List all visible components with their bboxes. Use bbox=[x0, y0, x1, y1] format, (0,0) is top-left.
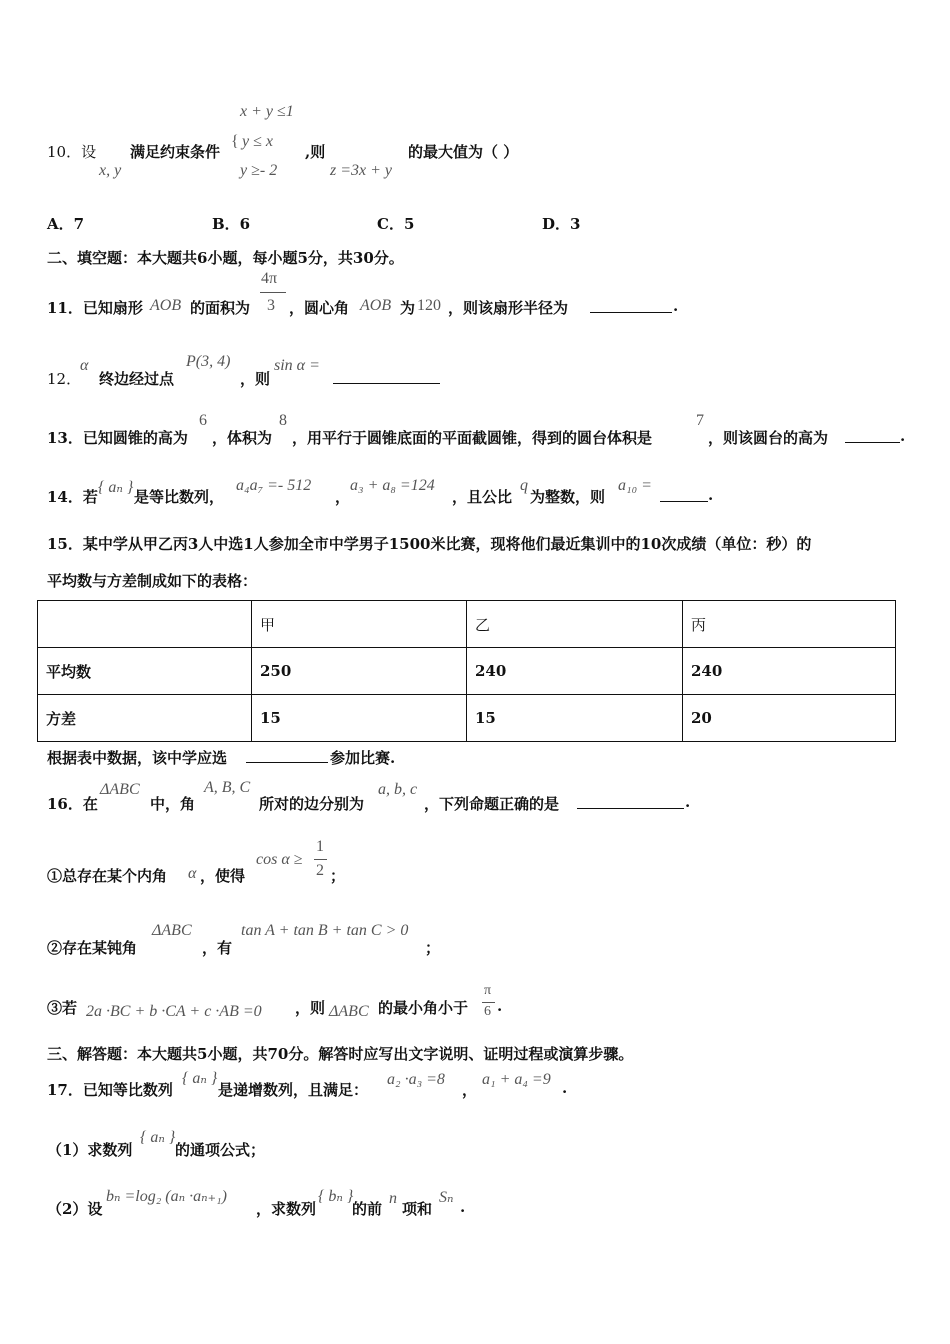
table-cell: 250 bbox=[252, 648, 467, 695]
q14-text-1: 14．若 bbox=[47, 488, 98, 506]
q10-text-3: 的最大值为（ ） bbox=[408, 143, 519, 161]
q11-fraction-bar bbox=[260, 292, 286, 293]
q10-number: 10．设 bbox=[47, 143, 97, 161]
q10-objective: z =3x + y bbox=[330, 162, 393, 179]
q15-answer-blank[interactable] bbox=[246, 748, 328, 763]
q10-constraint-3: y ≥- 2 bbox=[240, 162, 278, 179]
q16-statement-1-alpha: α bbox=[188, 865, 197, 882]
q12-expression: sin α = bbox=[274, 357, 320, 374]
q17-part-2-definition: bₙ =log₂ (aₙ ·aₙ₊₁) bbox=[106, 1188, 227, 1205]
q14-answer-blank[interactable] bbox=[660, 487, 708, 502]
q16-statement-2-triangle: ΔABC bbox=[152, 922, 192, 939]
q14-text-4: 为整数，则 bbox=[530, 488, 606, 506]
q11-aob-1: AOB bbox=[150, 297, 182, 314]
q12-alpha: α bbox=[80, 357, 89, 374]
q16-triangle: ΔABC bbox=[100, 781, 140, 798]
q16-statement-3-triangle: ΔABC bbox=[329, 1003, 369, 1020]
table-header-cell: 甲 bbox=[252, 601, 467, 648]
q10-brace: { bbox=[231, 133, 239, 150]
table-row bbox=[38, 695, 896, 742]
q17-text-1: 17．已知等比数列 bbox=[47, 1081, 173, 1099]
q17-part-2-end: . bbox=[460, 1198, 466, 1216]
q13-text-1: 13．已知圆锥的高为 bbox=[47, 429, 188, 447]
q12-answer-blank[interactable] bbox=[333, 369, 440, 384]
q16-statement-3-end: . bbox=[497, 997, 503, 1015]
q12-number: 12． bbox=[47, 370, 82, 388]
q17-end: . bbox=[562, 1079, 568, 1097]
q16-statement-1-expr: cos α ≥ bbox=[256, 851, 303, 868]
q11-end: . bbox=[673, 297, 679, 315]
q17-part-1-sequence: { aₙ } bbox=[140, 1129, 176, 1146]
q17-part-2-text-2: ，求数列 bbox=[256, 1200, 317, 1218]
q10-option-b: B．6 bbox=[212, 215, 251, 233]
q14-equation-1: a₄a₇ =- 512 bbox=[236, 477, 312, 494]
table-header-row bbox=[38, 601, 896, 648]
table-cell: 240 bbox=[467, 648, 683, 695]
q11-aob-2: AOB bbox=[360, 297, 392, 314]
q17-text-2: 是递增数列，且满足： bbox=[218, 1081, 369, 1099]
q12-text-2: ，则 bbox=[240, 370, 271, 388]
q11-number: 11．已知扇形 bbox=[47, 299, 143, 317]
table-cell: 20 bbox=[683, 695, 896, 742]
q14-text-3: ，且公比 bbox=[452, 488, 513, 506]
q14-equation-2: a₃ + a₈ =124 bbox=[350, 477, 435, 494]
q16-end: . bbox=[685, 793, 691, 811]
q16-statement-3-text: ③若 bbox=[47, 999, 78, 1017]
q15-after-1: 根据表中数据，该中学应选 bbox=[47, 749, 228, 767]
q13-answer-blank[interactable] bbox=[845, 428, 900, 443]
q16-statement-3-fraction-bar bbox=[482, 1002, 495, 1003]
table-cell: 方差 bbox=[38, 695, 252, 742]
score-table bbox=[37, 600, 896, 742]
q17-part-2-text-3: 的前 bbox=[352, 1200, 383, 1218]
table-header-cell: 乙 bbox=[467, 601, 683, 648]
q16-statement-2-expr: tan A + tan B + tan C > 0 bbox=[241, 922, 409, 939]
q11-answer-blank[interactable] bbox=[590, 298, 672, 313]
q14-sequence: { aₙ } bbox=[98, 479, 134, 496]
q12-point: P(3, 4) bbox=[186, 353, 231, 370]
q16-text-3: 所对的边分别为 bbox=[259, 795, 365, 813]
q10-option-c: C．5 bbox=[377, 215, 415, 233]
q14-ratio: q bbox=[520, 477, 528, 494]
table-cell: 240 bbox=[683, 648, 896, 695]
q13-volume: 8 bbox=[279, 412, 287, 429]
q16-statement-1-text: ①总存在某个内角 bbox=[47, 867, 168, 885]
q10-option-a: A．7 bbox=[47, 215, 85, 233]
q10-variables: x, y bbox=[99, 162, 122, 179]
q11-text-2: ，圆心角 bbox=[289, 299, 350, 317]
q16-statement-3-text-2: ，则 bbox=[295, 999, 326, 1017]
q13-end: . bbox=[900, 427, 906, 445]
q17-part-2-sum: Sₙ bbox=[439, 1189, 454, 1206]
q12-text-1: 终边经过点 bbox=[99, 370, 175, 388]
q14-text-2: 是等比数列， bbox=[134, 488, 225, 506]
q17-part-2-text-4: 项和 bbox=[402, 1200, 433, 1218]
q11-fraction-numerator: 4π bbox=[261, 270, 278, 287]
q13-text-4: ，则该圆台的高为 bbox=[708, 429, 829, 447]
q16-statement-1-text-2: ，使得 bbox=[200, 867, 246, 885]
q16-statement-3-numerator: π bbox=[484, 983, 492, 998]
q14-a10: a₁₀ = bbox=[618, 477, 652, 494]
q13-text-3: ，用平行于圆锥底面的平面截圆锥，得到的圆台体积是 bbox=[292, 429, 653, 447]
q16-statement-1-denominator: 2 bbox=[316, 862, 324, 879]
q16-answer-blank[interactable] bbox=[577, 794, 684, 809]
q11-text-4: ，则该扇形半径为 bbox=[448, 299, 569, 317]
q16-statement-1-end: ； bbox=[330, 867, 346, 885]
q10-constraint-1: x + y ≤1 bbox=[240, 103, 294, 120]
q10-option-d: D．3 bbox=[542, 215, 581, 233]
q16-statement-2-text-2: ，有 bbox=[202, 939, 233, 957]
q17-equation-1: a₂ ·a₃ =8 bbox=[387, 1071, 445, 1088]
q11-text-1: 的面积为 bbox=[190, 299, 251, 317]
table-cell: 15 bbox=[467, 695, 683, 742]
q11-fraction-denominator: 3 bbox=[267, 297, 275, 314]
q10-text-1: 满足约束条件 bbox=[130, 143, 221, 161]
q10-text-2: ,则 bbox=[305, 143, 326, 161]
q14-comma: ， bbox=[335, 488, 351, 506]
section-2-heading: 二、填空题：本大题共6小题，每小题5分，共30分。 bbox=[47, 249, 404, 267]
q11-text-3: 为 bbox=[400, 299, 416, 317]
q14-end: . bbox=[708, 486, 714, 504]
q17-part-1-text-2: 的通项公式； bbox=[175, 1141, 266, 1159]
q16-angles: A, B, C bbox=[204, 779, 251, 796]
table-header-cell bbox=[38, 601, 252, 648]
table-cell: 平均数 bbox=[38, 648, 252, 695]
q13-frustum-volume: 7 bbox=[696, 412, 704, 429]
q13-height: 6 bbox=[199, 412, 207, 429]
q15-after-2: 参加比赛. bbox=[330, 749, 396, 767]
q16-statement-3-expr: 2a ·BC + b ·CA + c ·AB =0 bbox=[86, 1003, 262, 1020]
section-3-heading: 三、解答题：本大题共5小题，共70分。解答时应写出文字说明、证明过程或演算步骤。 bbox=[47, 1045, 634, 1063]
q16-text-2: 中，角 bbox=[150, 795, 196, 813]
q16-statement-2-text: ②存在某钝角 bbox=[47, 939, 138, 957]
q15-line-2: 平均数与方差制成如下的表格： bbox=[47, 572, 258, 590]
q13-text-2: ，体积为 bbox=[212, 429, 273, 447]
table-cell: 15 bbox=[252, 695, 467, 742]
q17-part-1-text: （1）求数列 bbox=[47, 1141, 133, 1159]
table-header-cell: 丙 bbox=[683, 601, 896, 648]
q16-statement-2-end: ； bbox=[425, 939, 441, 957]
q16-statement-1-fraction-bar bbox=[314, 859, 327, 860]
table-row bbox=[38, 648, 896, 695]
q17-part-2-text: （2）设 bbox=[47, 1200, 103, 1218]
q16-text-4: ，下列命题正确的是 bbox=[424, 795, 560, 813]
q16-text-1: 16．在 bbox=[47, 795, 98, 813]
q17-part-2-n: n bbox=[389, 1190, 397, 1207]
q17-comma: ， bbox=[462, 1081, 478, 1099]
q16-statement-1-numerator: 1 bbox=[316, 838, 324, 855]
q11-angle: 120 bbox=[417, 297, 441, 314]
q17-sequence: { aₙ } bbox=[182, 1070, 218, 1087]
q15-line-1: 15．某中学从甲乙丙3人中选1人参加全市中学男子1500米比赛，现将他们最近集训中的10次成绩（单位：秒）的 bbox=[47, 535, 812, 553]
q16-sides: a, b, c bbox=[378, 781, 418, 798]
q17-equation-2: a₁ + a₄ =9 bbox=[482, 1071, 551, 1088]
q10-constraint-2: y ≤ x bbox=[242, 133, 273, 150]
q17-part-2-sequence: { bₙ } bbox=[318, 1188, 354, 1205]
q16-statement-3-denominator: 6 bbox=[484, 1004, 491, 1019]
q16-statement-3-text-3: 的最小角小于 bbox=[378, 999, 469, 1017]
